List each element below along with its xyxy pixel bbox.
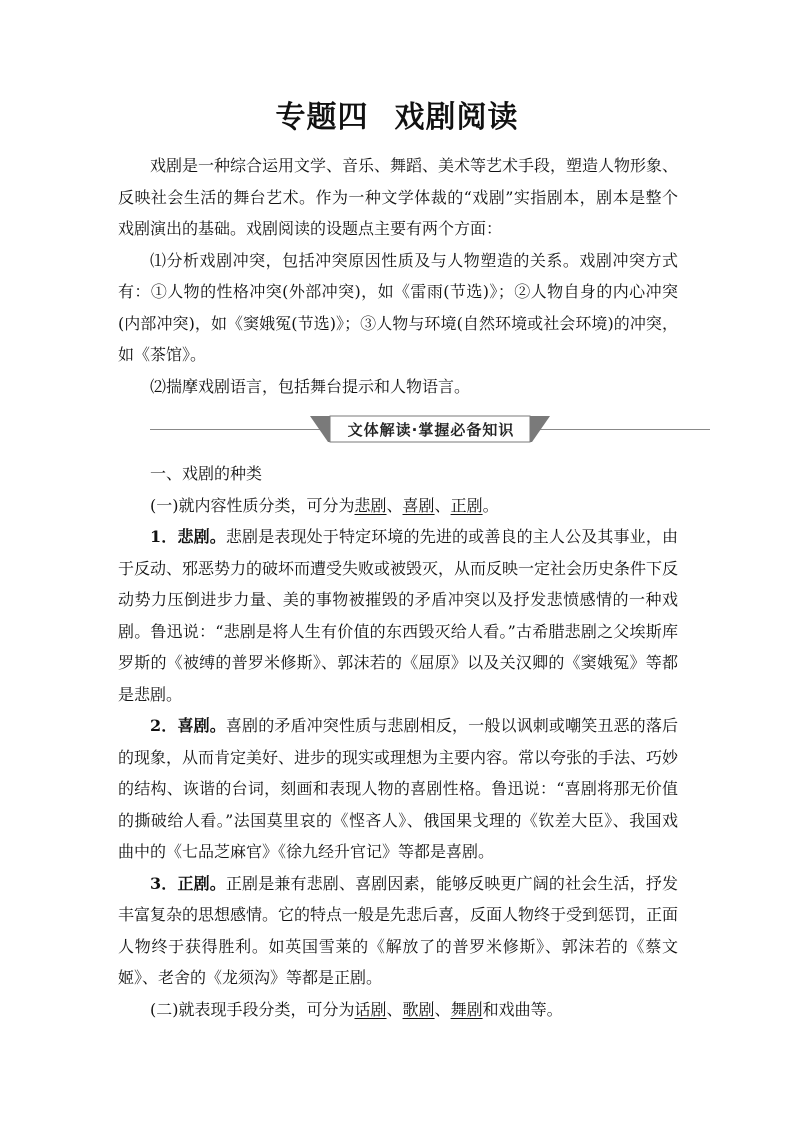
title-part2: 戏剧阅读 — [394, 100, 519, 135]
item-term: 喜剧 — [177, 716, 210, 735]
separator: 、 — [434, 999, 451, 1019]
intro-paragraph-3: ⑵揣摩戏剧语言，包括舞台提示和人物语言。 — [150, 376, 471, 396]
item-text: 正剧是兼有悲剧、喜剧因素，能够反映更广阔的社会生活，抒发丰富复杂的思想感情。它的特点一般是先悲后喜，反面人物终于受到惩罚，正面人物终于获得胜利。如英国雪莱的《解放了的普罗米修斯》、郭沫若的《蔡文姬》、老舍的《龙须沟》等都是正剧。 — [118, 873, 679, 987]
item-number: 2． — [150, 716, 178, 735]
subheading-expression — [118, 994, 678, 1026]
item-drama — [118, 868, 678, 994]
term-dance-drama: 舞剧 — [450, 999, 483, 1019]
section-heading: 一、戏剧的种类 — [150, 464, 263, 483]
separator: 、 — [386, 495, 403, 515]
intro-section — [118, 150, 678, 402]
separator: 、 — [434, 495, 451, 515]
term-comedy: 喜剧 — [402, 495, 435, 515]
term-spoken-drama: 话剧 — [354, 999, 387, 1019]
term-drama: 正剧 — [450, 495, 483, 515]
banner-label: 文体解读·掌握必备知识 — [347, 421, 515, 439]
item-term: 正剧 — [177, 873, 210, 893]
term-tragedy: 悲剧 — [354, 495, 387, 515]
subheading-prefix: (二)就表现手段分类，可分为 — [150, 999, 355, 1019]
item-comedy — [118, 710, 678, 868]
subheading-suffix: 。 — [482, 495, 499, 515]
item-dot: 。 — [209, 716, 226, 735]
item-number: 3． — [150, 873, 178, 893]
section-banner — [150, 412, 710, 448]
item-term: 悲剧 — [177, 527, 210, 546]
title-part1: 专题四 — [275, 100, 369, 135]
term-opera: 歌剧 — [402, 999, 435, 1019]
item-dot: 。 — [209, 527, 226, 546]
subheading-prefix: (一)就内容性质分类，可分为 — [150, 495, 355, 515]
item-tragedy — [118, 521, 678, 710]
item-text: 喜剧的矛盾冲突性质与悲剧相反，一般以讽刺或嘲笑丑恶的落后的现象，从而肯定美好、进步的现实或理想为主要内容。常以夸张的手法、巧妙的结构、诙谐的台词，刻画和表现人物的喜剧性格。鲁迅说：“喜剧将那无价值的撕破给人看。”法国莫里哀的《悭吝人》、俄国果戈理的《钦差大臣》、我国戏曲中的《七品芝麻官》《徐九经升官记》等都是喜剧。 — [118, 716, 679, 861]
page-title — [0, 92, 794, 136]
separator: 、 — [386, 999, 403, 1019]
subheading-content-nature — [118, 490, 678, 522]
item-number: 1． — [150, 527, 178, 546]
intro-paragraph-1: 戏剧是一种综合运用文学、音乐、舞蹈、美术等艺术手段，塑造人物形象、反映社会生活的舞台艺术。作为一种文学体裁的“戏剧”实指剧本，剧本是整个戏剧演出的基础。戏剧阅读的设题点主要有两个方面： — [118, 156, 679, 238]
section-kinds — [118, 458, 678, 1025]
intro-paragraph-2: ⑴分析戏剧冲突，包括冲突原因性质及与人物塑造的关系。戏剧冲突方式有：①人物的性格冲突(外部冲突)，如《雷雨(节选)》；②人物自身的内心冲突(内部冲突)，如《窦娥冤(节选)》；③人物与环境(自然环境或社会环境)的冲突，如《茶馆》。 — [118, 250, 678, 364]
item-text: 悲剧是表现处于特定环境的先进的或善良的主人公及其事业，由于反动、邪恶势力的破坏而遭受失败或被毁灭，从而反映一定社会历史条件下反动势力压倒进步力量、美的事物被摧毁的矛盾冲突以及抒发悲愤感情的一种戏剧。鲁迅说：“悲剧是将人生有价值的东西毁灭给人看。”古希腊悲剧之父埃斯库罗斯的《被缚的普罗米修斯》、郭沫若的《屈原》以及关汉卿的《窦娥冤》等都是悲剧。 — [118, 527, 679, 704]
item-dot: 。 — [209, 873, 226, 893]
subheading-suffix: 和戏曲等。 — [482, 999, 563, 1019]
